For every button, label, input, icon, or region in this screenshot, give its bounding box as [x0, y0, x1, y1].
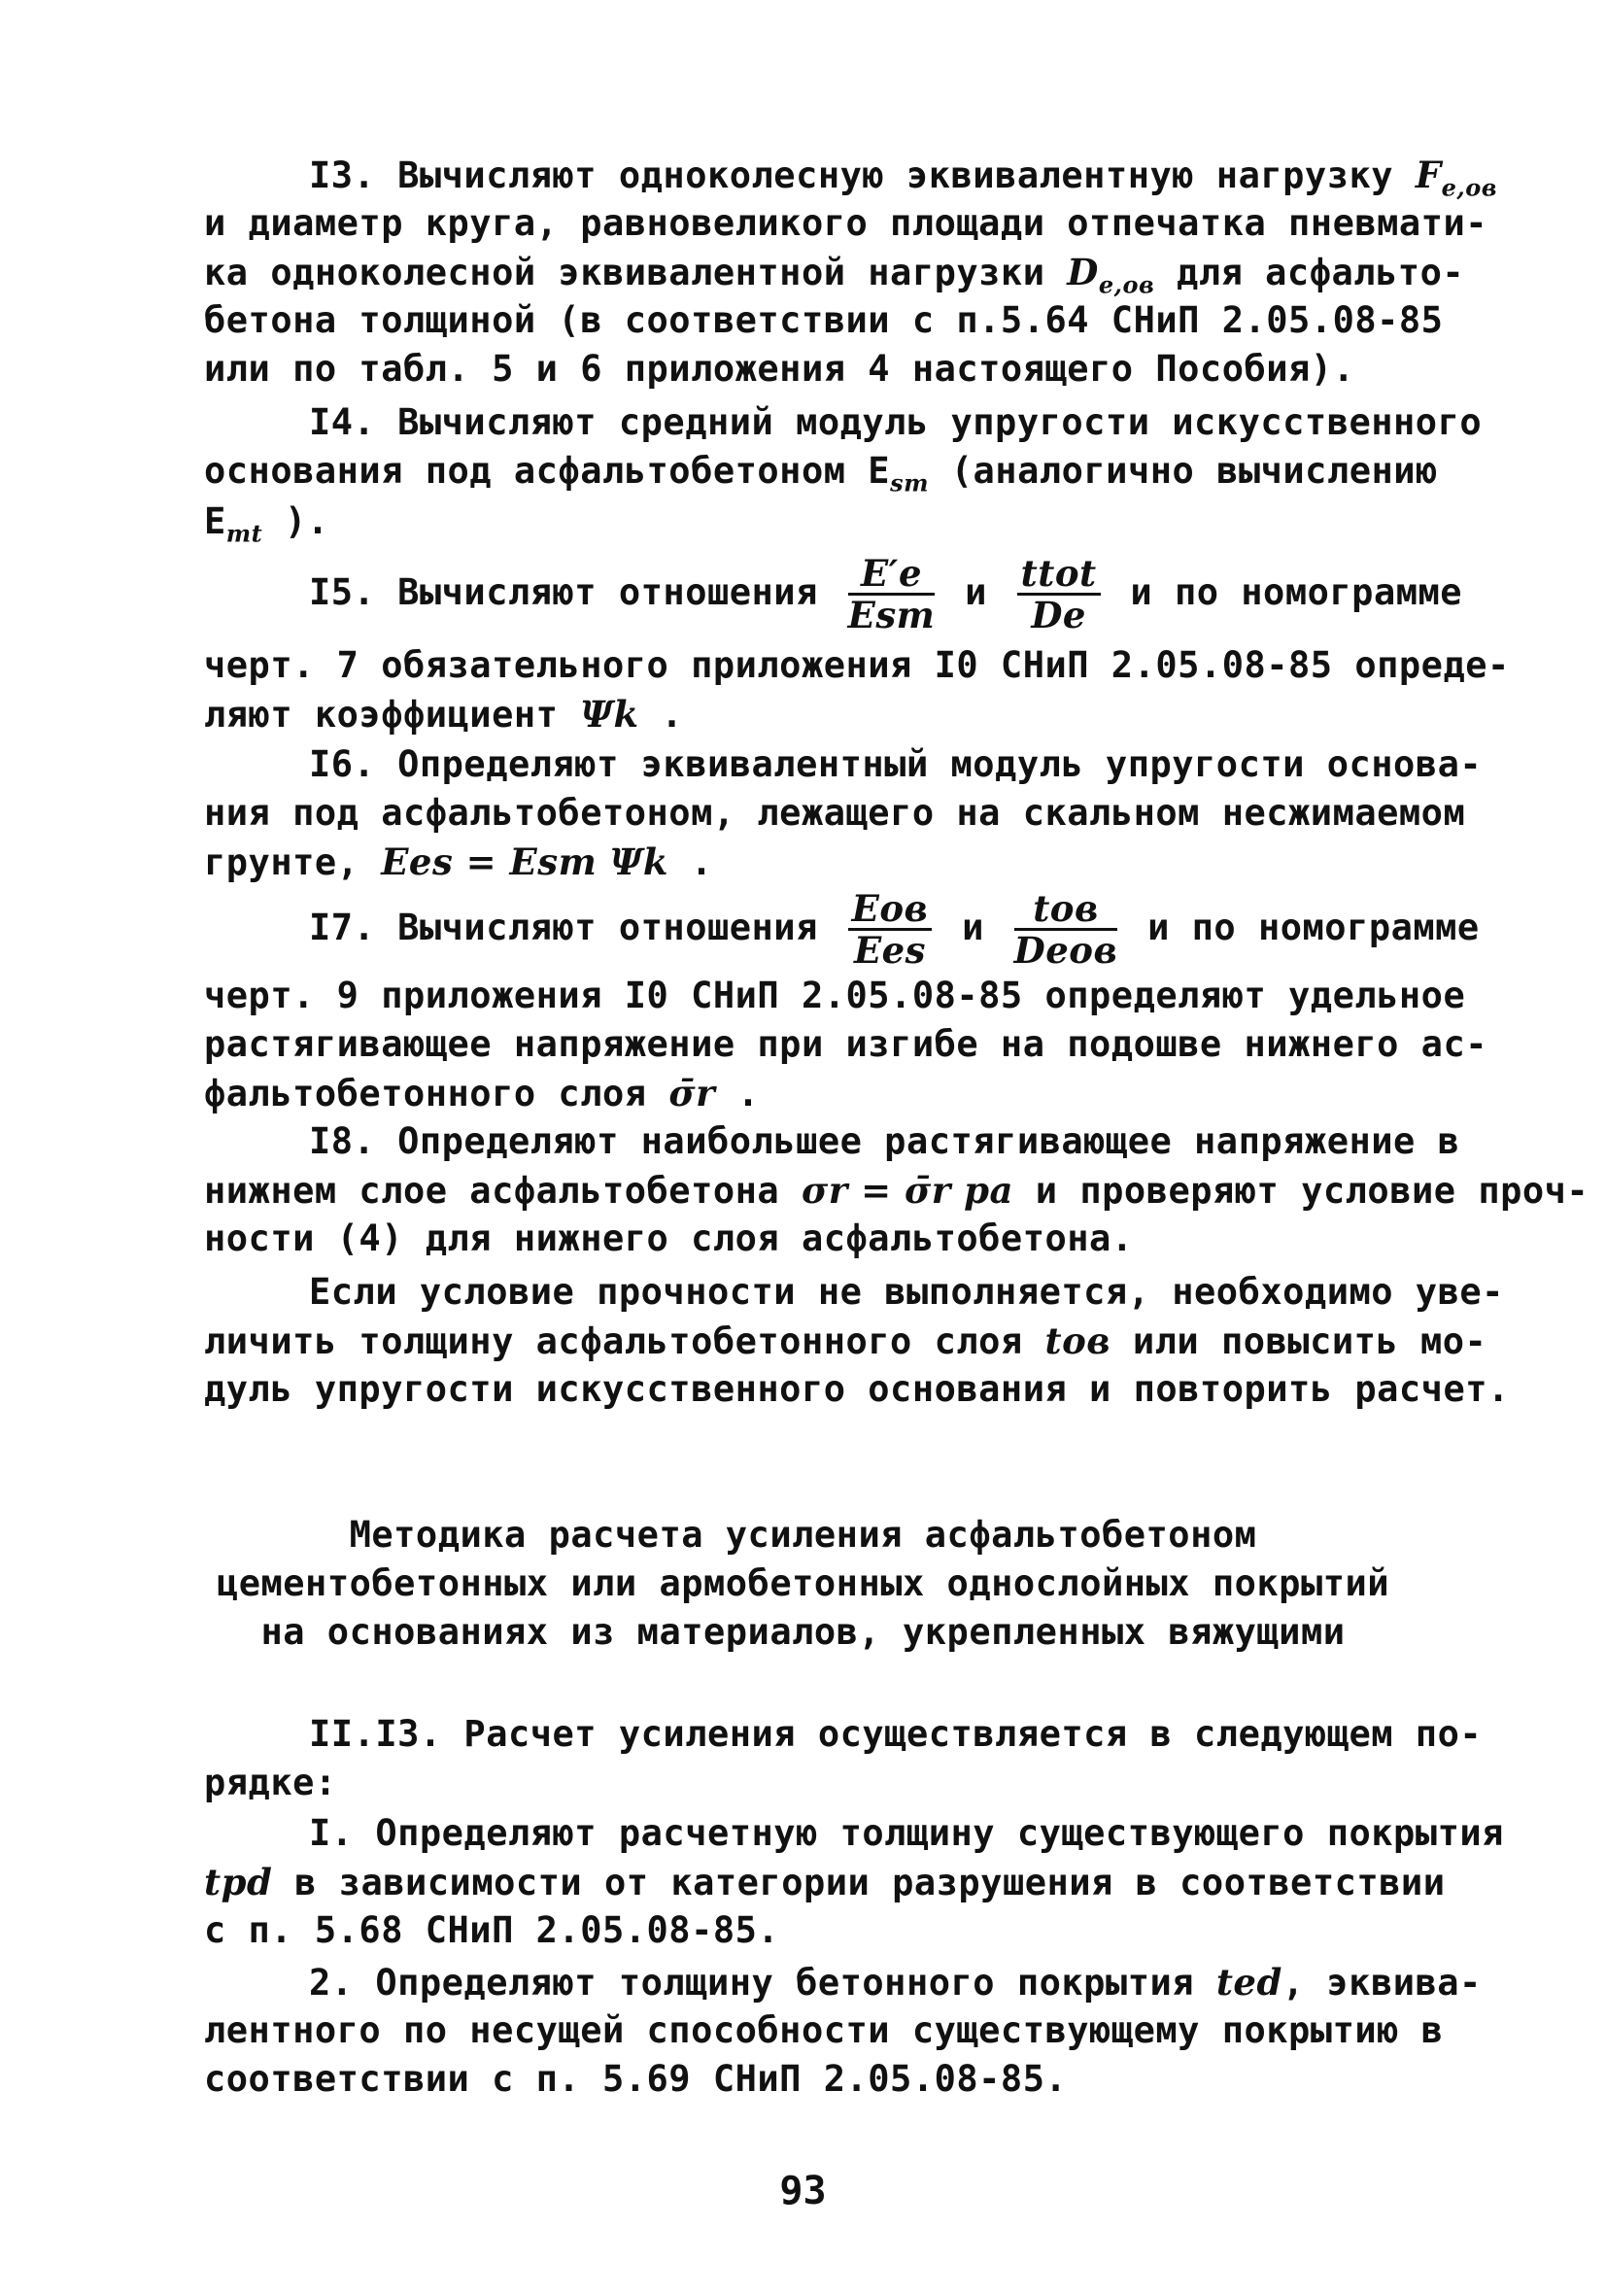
formula: σr = σ̄r pa: [801, 1169, 1014, 1212]
section-heading: цементобетонных или армобетонных однослойных покрытий: [216, 1562, 1390, 1604]
text-line: I5. Вычисляют отношения $\frac{E'e}{\text{Esm}}$ и $\frac{\text{ttot}}{De}$ и по номограмме: [309, 552, 1463, 636]
text-line: дуль упругости искусственного основания и повторить расчет.: [204, 1368, 1510, 1410]
text-line: или по табл. 5 и 6 приложения 4 настоящего Пособия).: [204, 348, 1355, 390]
text-line: фальтобетонного слоя σ̄r .: [204, 1072, 760, 1114]
formula-symbol: σ̄r: [668, 1072, 716, 1114]
text-line: соответствии с п. 5.69 СНиП 2.05.08-85.: [204, 2058, 1068, 2100]
page-number: 93: [779, 2169, 827, 2213]
text-line: грунте, Ees = Esm Ψk .: [204, 840, 713, 883]
text-line: I8. Определяют наибольшее растягивающее напряжение в: [309, 1120, 1460, 1162]
text-line: ния под асфальтобетоном, лежащего на скальном несжимаемом: [204, 792, 1466, 834]
text-line: лентного по несущей способности существующему покрытию в: [204, 2009, 1444, 2051]
text-line: Если условие прочности не выполняется, необходимо уве-: [309, 1271, 1504, 1313]
text-line: черт. 7 обязательного приложения I0 СНиП 2.05.08-85 опреде-: [204, 644, 1510, 686]
text-line: II.I3. Расчет усиления осуществляется в следующем по-: [309, 1713, 1483, 1755]
text-line: с п. 5.68 СНиП 2.05.08-85.: [204, 1909, 780, 1951]
section-heading: Методика расчета усиления асфальтобетоном: [349, 1514, 1257, 1556]
fraction: $\frac{\text{Eов}}{\text{Ees}}$: [848, 889, 933, 970]
formula: Ees = Esm Ψk: [381, 840, 669, 883]
text-line: ности (4) для нижнего слоя асфальтобетона.: [204, 1217, 1134, 1259]
text-line: I7. Вычисляют отношения $\frac{\text{Eов}}{\text{Ees}}$ и $\frac{\text{tов}}{\text{Deов}}$ и по номограмме: [309, 887, 1480, 972]
formula-symbol: tpd: [204, 1861, 273, 1903]
text-line: ляют коэффициент Ψk .: [204, 693, 684, 736]
text-line: рядке:: [204, 1762, 337, 1803]
text-line: $E_{mt}$ ).: [204, 500, 329, 548]
text-line: основания под асфальтобетоном $E_{sm}$ (аналогично вычислению: [204, 450, 1438, 497]
formula-symbol: $F_{e,ов}$: [1415, 154, 1497, 202]
fraction: $\frac{\text{ttot}}{De}$: [1017, 554, 1101, 634]
formula-symbol: Ψk: [580, 693, 639, 736]
text-line: личить толщину асфальтобетонного слоя tов или повысить мо-: [204, 1319, 1487, 1362]
text-line: черт. 9 приложения I0 СНиП 2.05.08-85 определяют удельное: [204, 975, 1466, 1016]
text-line: бетона толщиной (в соответствии с п.5.64 СНиП 2.05.08-85: [204, 299, 1444, 341]
section-heading: на основаниях из материалов, укрепленных вяжущими: [260, 1611, 1346, 1653]
text-line: I6. Определяют эквивалентный модуль упругости основа-: [309, 743, 1483, 785]
text-line: и диаметр круга, равновеликого площади отпечатка пневмати-: [204, 202, 1488, 244]
text-line: I4. Вычисляют средний модуль упругости искусственного: [309, 401, 1483, 443]
text-line: tpd в зависимости от категории разрушения в соответствии: [204, 1861, 1446, 1903]
text-line: I. Определяют расчетную толщину существующего покрытия: [309, 1812, 1504, 1854]
text-line: 2. Определяют толщину бетонного покрытия ted, эквива-: [309, 1961, 1482, 2004]
text-line: ка одноколесной эквивалентной нагрузки $D_{e,ов}$ для асфальто-: [204, 251, 1465, 299]
fraction: $\frac{\text{tов}}{\text{Deов}}$: [1013, 887, 1118, 972]
text-line: нижнем слое асфальтобетона σr = σ̄r pa и проверяют условие проч-: [204, 1169, 1589, 1212]
fraction: $\frac{E'e}{\text{Esm}}$: [847, 552, 936, 636]
formula-symbol: $D_{e,ов}$: [1067, 251, 1155, 299]
text-line: I3. Вычисляют одноколесную эквивалентную нагрузку $F_{e,ов}$: [309, 154, 1497, 202]
formula-symbol: ted: [1215, 1961, 1282, 2004]
formula-symbol: tов: [1044, 1319, 1111, 1362]
text-line: растягивающее напряжение при изгибе на подошве нижнего ас-: [204, 1023, 1488, 1065]
